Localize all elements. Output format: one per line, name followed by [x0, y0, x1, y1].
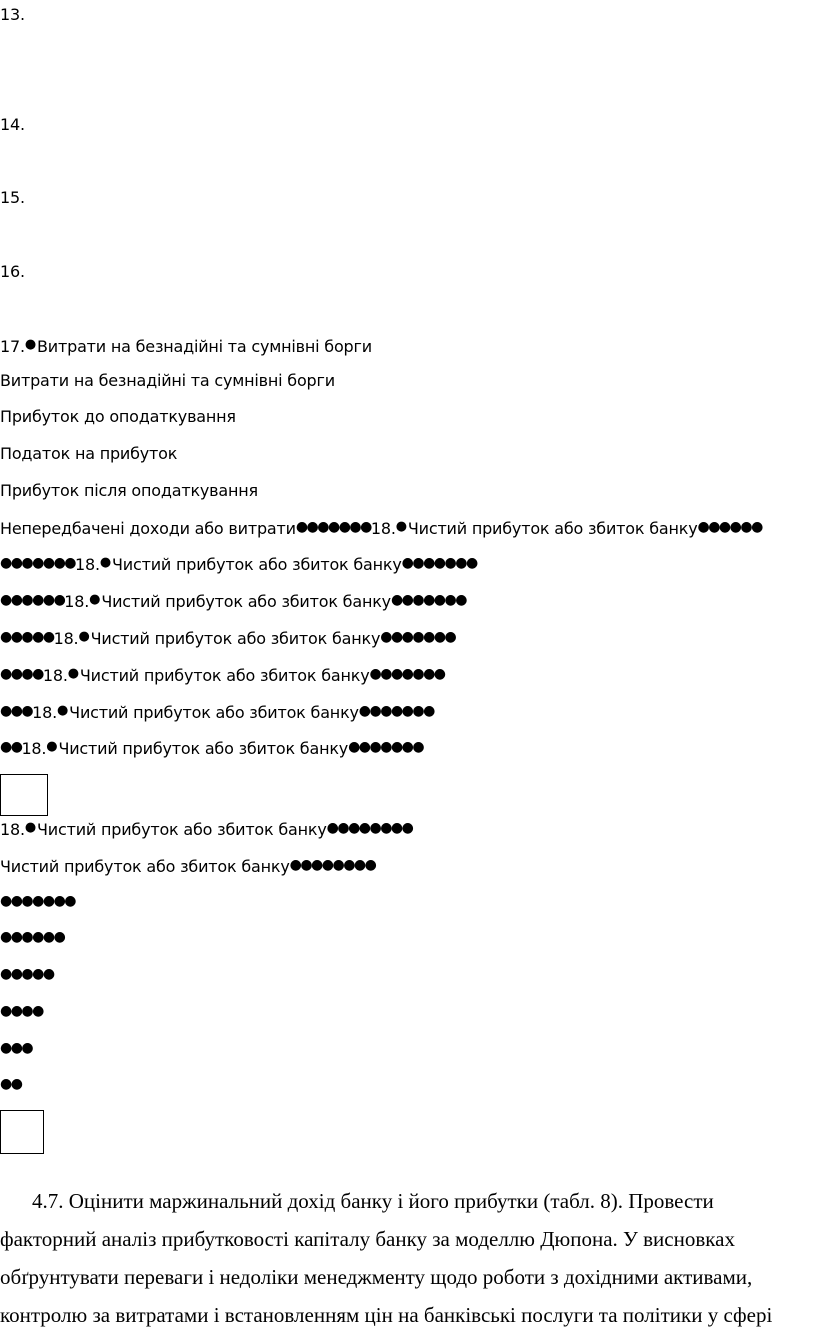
dot-line-6	[0, 927, 64, 949]
profit-tax-line: Податок на прибуток	[0, 444, 178, 463]
empty-box	[0, 1110, 44, 1154]
dot-group: ●●●●●●●●	[289, 857, 376, 873]
dot-group: ●●●●	[0, 666, 43, 682]
dot-group: ●●●●●●●●	[326, 820, 413, 836]
net-profit-label: Чистий прибуток або збиток банку	[58, 739, 349, 758]
net-profit-label: Чистий прибуток або збиток банку	[79, 666, 370, 685]
net-profit-label: Чистий прибуток або збиток банку	[69, 703, 359, 722]
dot-group: ●●●●●●●	[295, 519, 371, 535]
dot-group: ●●●	[0, 703, 33, 719]
dot-line-3	[0, 1038, 32, 1060]
dot-group: ●●●●●●●	[0, 893, 76, 909]
dot-group: ●●●●●●	[697, 519, 762, 535]
empty-box	[0, 774, 48, 816]
bullet-dot: ●	[24, 337, 37, 352]
item-number-14: 14.	[0, 115, 25, 134]
bad-debts-line: Витрати на безнадійні та сумнівні борги	[0, 371, 335, 390]
bullet-dot: ●	[57, 703, 69, 718]
item-number-16: 16.	[0, 262, 25, 281]
item-number-18: 18.	[42, 666, 68, 685]
item-number-18: 18.	[370, 519, 396, 538]
dot-group: ●●●●●●●	[358, 703, 434, 719]
net-profit-label: Чистий прибуток або збиток банку	[112, 555, 402, 574]
net-profit-line-1	[0, 553, 477, 575]
bad-debts-label: Витрати на безнадійні та сумнівні борги	[37, 337, 372, 356]
dot-group: ●●●●●●●	[390, 592, 466, 608]
dot-group: ●●●●●●	[0, 929, 65, 945]
item-18-line	[0, 818, 412, 840]
dot-line-4	[0, 1001, 43, 1023]
bullet-dot: ●	[24, 820, 37, 835]
net-profit-line-4	[0, 664, 445, 686]
net-profit-plain-line	[0, 855, 375, 877]
net-profit-label: Чистий прибуток або збиток банку	[101, 592, 391, 611]
paragraph-text: 4.7. Оцінити маржинальний дохід банку і його прибутки (табл. 8). Провести	[32, 1189, 714, 1213]
dot-group: ●●●●●●	[0, 592, 65, 608]
item-number-13: 13.	[0, 5, 25, 24]
dot-group: ●●●●	[0, 1003, 43, 1019]
item-number-18: 18.	[53, 629, 79, 648]
dot-group: ●●●●●●●	[369, 666, 445, 682]
net-profit-line-5	[0, 701, 434, 723]
bullet-dot: ●	[395, 519, 407, 534]
paragraph-line-1	[0, 1183, 816, 1220]
dot-group: ●●	[0, 1076, 22, 1092]
dot-line-5	[0, 964, 54, 986]
item-number-17: 17.	[0, 337, 25, 356]
item-number-18: 18.	[0, 820, 25, 839]
dot-group: ●●●●●●●	[401, 555, 477, 571]
item-number-18: 18.	[32, 703, 58, 722]
unexpected-line	[0, 517, 762, 539]
bullet-dot: ●	[46, 739, 58, 754]
dot-line-7	[0, 891, 75, 913]
dot-group: ●●●●●●●	[380, 629, 456, 645]
after-tax-profit-line: Прибуток після оподаткування	[0, 481, 258, 500]
net-profit-line-6	[0, 737, 423, 759]
dot-line-2	[0, 1074, 21, 1096]
dot-group: ●●●●●●●	[348, 739, 424, 755]
item-17-line	[0, 335, 372, 357]
paragraph-line-2: факторний аналіз прибутковості капіталу банку за моделлю Дюпона. У висновках	[0, 1227, 735, 1251]
bullet-dot: ●	[89, 592, 101, 607]
net-profit-label: Чистий прибуток або збиток банку	[0, 857, 290, 876]
dot-group: ●●●●●●●	[0, 555, 76, 571]
unexpected-label: Непередбачені доходи або витрати	[0, 519, 296, 538]
dot-group: ●●●	[0, 1040, 33, 1056]
dot-group: ●●●●●	[0, 966, 54, 982]
dot-group: ●●●●●	[0, 629, 54, 645]
net-profit-line-2	[0, 590, 466, 612]
bullet-dot: ●	[99, 555, 112, 570]
item-number-15: 15.	[0, 188, 25, 207]
net-profit-line-3	[0, 627, 455, 649]
bullet-dot: ●	[78, 629, 90, 644]
paragraph-line-3: обґрунтувати переваги і недоліки менеджменту щодо роботи з дохідними активами,	[0, 1265, 753, 1289]
bullet-dot: ●	[67, 666, 79, 681]
dot-group: ●●	[0, 739, 22, 755]
pretax-profit-line: Прибуток до оподаткування	[0, 407, 236, 426]
item-number-18: 18.	[75, 555, 100, 574]
net-profit-label: Чистий прибуток або збиток банку	[37, 820, 327, 839]
item-number-18: 18.	[21, 739, 47, 758]
paragraph-line-4: контролю за витратами і встановленням цін на банківські послуги та політики у сфері	[0, 1303, 773, 1327]
item-number-18: 18.	[64, 592, 90, 611]
net-profit-label: Чистий прибуток або збиток банку	[407, 519, 698, 538]
net-profit-label: Чистий прибуток або збиток банку	[90, 629, 381, 648]
